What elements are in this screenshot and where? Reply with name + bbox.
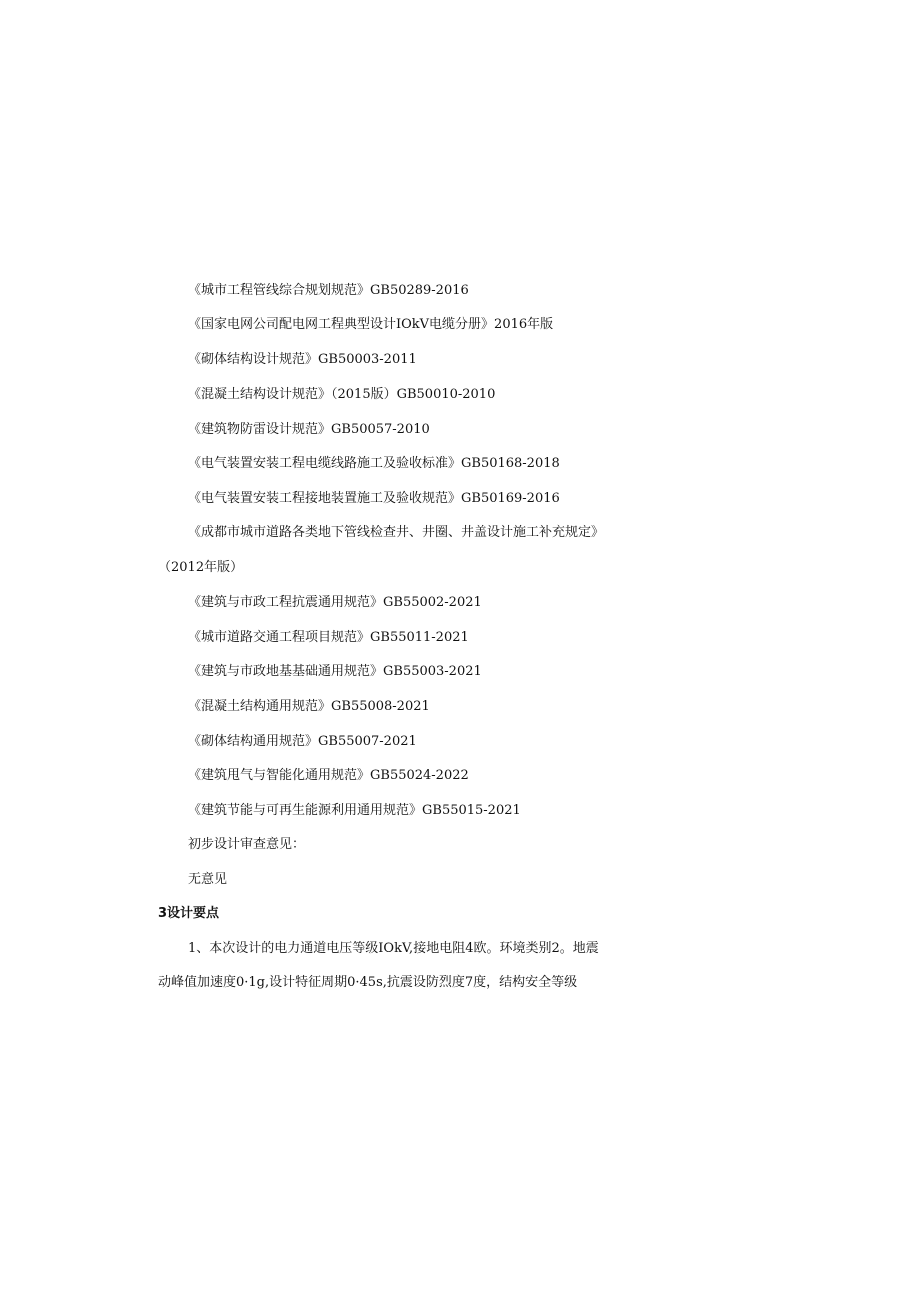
reference-item: 《城市工程管线综合规划规范》GB50289-2016 (188, 283, 469, 298)
reference-item: 《砌体结构设计规范》GB50003-2011 (188, 352, 417, 367)
reference-item: 《成都市城市道路各类地下管线检查井、井圈、井盖设计施工补充规定》 (188, 525, 605, 540)
paragraph-line: 1、本次设计的电力通道电压等级IOkV,接地电阻4欧。环境类别2。地震 (188, 941, 599, 956)
reference-item-continuation: （2012年版） (158, 560, 244, 575)
reference-item: 《建筑节能与可再生能源利用通用规范》GB55015-2021 (188, 803, 521, 818)
review-label: 初步设计审查意见： (188, 837, 306, 852)
reference-item: 《建筑与市政工程抗震通用规范》GB55002-2021 (188, 595, 482, 610)
reference-item: 《国家电网公司配电网工程典型设计IOkV电缆分册》2016年版 (188, 317, 554, 332)
reference-item: 《建筑甩气与智能化通用规范》GB55024-2022 (188, 768, 469, 783)
reference-item: 《混凝土结构设计规范》（2015版）GB50010-2010 (188, 387, 496, 402)
reference-item: 《电气装置安装工程电缆线路施工及验收标准》GB50168-2018 (188, 456, 560, 471)
paragraph-line: 动峰值加速度0·1g,设计特征周期0·45s,抗震设防烈度7度，结构安全等级 (158, 975, 578, 990)
reference-item: 《城市道路交通工程项目规范》GB55011-2021 (188, 630, 469, 645)
reference-item: 《建筑与市政地基基础通用规范》GB55003-2021 (188, 664, 482, 679)
reference-item: 《建筑物防雷设计规范》GB50057-2010 (188, 422, 430, 437)
reference-item: 《电气装置安装工程接地装置施工及验收规范》GB50169-2016 (188, 491, 560, 506)
section-heading: 3设计要点 (158, 906, 220, 921)
reference-item: 《砌体结构通用规范》GB55007-2021 (188, 734, 417, 749)
reference-item: 《混凝土结构通用规范》GB55008-2021 (188, 699, 430, 714)
review-content: 无意见 (188, 872, 228, 887)
